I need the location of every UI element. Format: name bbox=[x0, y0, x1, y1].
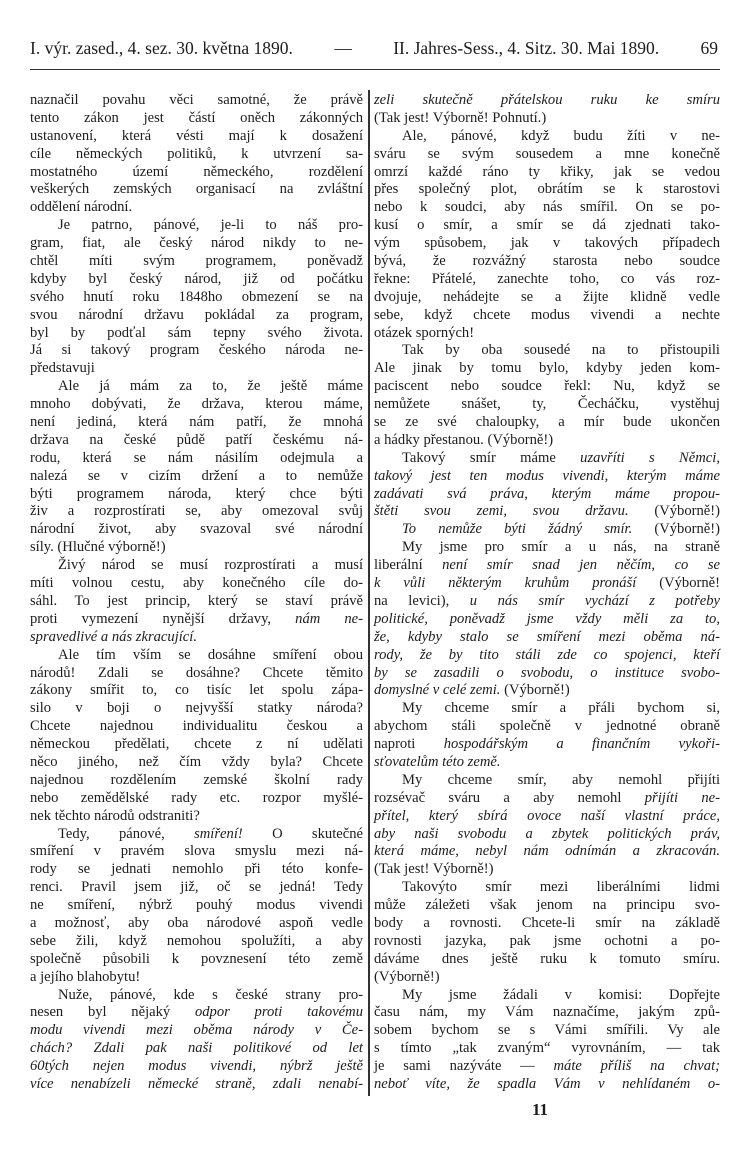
text: vým spůsobem, jak v takových případech bbox=[374, 235, 720, 252]
text: se ze své chaloupky, a mír bude ukončen bbox=[374, 414, 720, 431]
text-line bbox=[374, 164, 720, 182]
text: nek těchto národů odstraniti? bbox=[30, 807, 200, 824]
text: síly. (Hlučné výborně!) bbox=[30, 539, 166, 556]
italic-text: hospodářským a finančním vykoři- bbox=[443, 736, 720, 753]
text: a možnosť, aby oba národové aspoň vedle bbox=[30, 914, 363, 931]
italic-text: smíření! bbox=[194, 825, 243, 842]
header-rule bbox=[30, 69, 720, 70]
text-line bbox=[30, 1076, 363, 1094]
text-line bbox=[30, 325, 363, 343]
text: abychom stáli společně v jednotné obraně bbox=[374, 718, 720, 735]
text: Ale já mám za to, že ještě máme bbox=[58, 378, 363, 395]
text-line bbox=[374, 915, 720, 933]
text-line bbox=[30, 503, 363, 521]
text: Ale jinak by tomu bylo, kdyby jeden kom- bbox=[374, 360, 720, 377]
text-line bbox=[374, 199, 720, 217]
text: společně působili k povznesení této země bbox=[30, 950, 363, 967]
text-line bbox=[374, 503, 720, 521]
text-line bbox=[374, 843, 720, 861]
italic-text: politické, poněvadž jsme vždy měli za to, bbox=[374, 610, 720, 627]
italic-text: neboť víte, že spadla Vám v nehlídaném o- bbox=[374, 1075, 720, 1092]
text: naznačil povahu věci samotné, že právě bbox=[30, 92, 363, 108]
text-line bbox=[30, 951, 363, 969]
text-line bbox=[374, 181, 720, 199]
text-line bbox=[30, 199, 363, 217]
text: živ a rozprostírati se, aby omezoval svůj bbox=[30, 503, 363, 520]
text-line bbox=[30, 593, 363, 611]
text: míti volnou cestu, aby konečného cíle do- bbox=[30, 575, 363, 592]
text-line bbox=[374, 360, 720, 378]
text: (Tak jest! Výborně!) bbox=[374, 861, 494, 878]
text-line bbox=[30, 181, 363, 199]
text: Ale tím vším se dosáhne smíření obou bbox=[58, 646, 363, 663]
text: německou předělati, chcete z ní udělati bbox=[30, 736, 363, 753]
text: rozsévač sváru a aby nemohl bbox=[374, 789, 645, 806]
text: država na české půdě patří českému ná- bbox=[30, 431, 363, 448]
italic-text: chách? Zdali pak naši politikové od let bbox=[30, 1040, 363, 1057]
text: My chceme smír, aby nemohl přijíti bbox=[402, 771, 720, 788]
text: My chceme smír a přáli bychom si, bbox=[402, 700, 720, 717]
text: paciscent nebo soudce řekl: Nu, když se bbox=[374, 378, 720, 395]
text: nemůžete snášet, ty, Čecháčku, vystěhuj bbox=[374, 396, 720, 413]
text-line bbox=[374, 790, 720, 808]
text: smíření v pravém slova smyslu mezi ná- bbox=[30, 843, 363, 860]
text: národů! Zdali se dosáhne? Chcete těmito bbox=[30, 664, 363, 681]
italic-text: zadávati svá práva, kterým máme propou- bbox=[374, 485, 720, 502]
text-line bbox=[30, 450, 363, 468]
text-line bbox=[30, 969, 363, 987]
italic-text: rody, že by tito stáli zde co spojenci, kteří bbox=[374, 646, 720, 663]
text: najednou rozdělením zemské školní rady bbox=[30, 771, 363, 788]
italic-text: by se zasadili o svobodu, o instituce svobo- bbox=[374, 664, 720, 681]
text: býti programem národa, který chce býti bbox=[30, 485, 363, 502]
italic-text: 60tých nejen modus vivendi, nýbrž ještě bbox=[30, 1058, 363, 1075]
text: Chcete najednou individualitu českou a bbox=[30, 718, 363, 735]
text: cíle německých politiků, k utvrzení sa- bbox=[30, 145, 363, 162]
text-line bbox=[374, 1022, 720, 1040]
text: přes společný plot, obrátím se k starostovi bbox=[374, 181, 720, 198]
text: (Výborně!) bbox=[632, 521, 720, 538]
text: silo v boji o nejvyšší statky národa? bbox=[30, 700, 363, 717]
text: otázek sporných! bbox=[374, 324, 475, 341]
italic-text: u nás smír vychází z potřeby bbox=[469, 592, 720, 609]
text: nalezá se v cizím držení a to nemůže bbox=[30, 467, 363, 484]
text-line bbox=[374, 1076, 720, 1094]
text-line bbox=[374, 1040, 720, 1058]
text: chtěl míti svým programem, poněvadž bbox=[30, 253, 363, 270]
text-line bbox=[374, 146, 720, 164]
italic-text: není smír snad jen něčím, co se bbox=[442, 557, 720, 574]
italic-text: více nenabízeli německé straně, zdali nenabí- bbox=[30, 1075, 363, 1092]
text: (Výborně!) bbox=[628, 503, 720, 520]
text: veškerých zemských organisací na zvláštní bbox=[30, 181, 363, 198]
text-line bbox=[30, 933, 363, 951]
text: My jsme pro smír a u nás, na straně bbox=[402, 539, 720, 556]
text-line bbox=[374, 861, 720, 879]
text-line bbox=[374, 575, 720, 593]
text: nebo k soudci, aby nás smířil. On se po- bbox=[374, 199, 720, 216]
text: může záležeti však jenom na principu svo- bbox=[374, 897, 720, 914]
text-line bbox=[374, 879, 720, 897]
text: naproti bbox=[374, 736, 444, 753]
text-line bbox=[30, 486, 363, 504]
text-line bbox=[374, 826, 720, 844]
text-line bbox=[30, 253, 363, 271]
text-line bbox=[374, 665, 720, 683]
column-divider bbox=[368, 90, 370, 1096]
text-line bbox=[374, 342, 720, 360]
text-line bbox=[374, 593, 720, 611]
text: sebe žili, když nemohou spolužíti, a aby bbox=[30, 932, 363, 949]
text-line bbox=[30, 539, 363, 557]
text: byl by podťal sám tepny svého života. bbox=[30, 324, 363, 341]
text: sobem bychom se s Vámi smířili. Vy ale bbox=[374, 1022, 720, 1039]
text: představuji bbox=[30, 360, 95, 377]
text: (Výborně! bbox=[636, 575, 720, 592]
text: zákony smířit to, co tisíc let spolu zápa- bbox=[30, 682, 363, 699]
text-line bbox=[30, 808, 363, 826]
text-line bbox=[374, 933, 720, 951]
text: ustanovení, která vésti mají k dosažení bbox=[30, 127, 363, 144]
text: Je patrno, pánové, je-li to náš pro- bbox=[58, 217, 363, 234]
text-line bbox=[374, 128, 720, 146]
text-line bbox=[374, 1004, 720, 1022]
text-line bbox=[374, 414, 720, 432]
signature-number: 11 bbox=[532, 1100, 549, 1119]
italic-text: nám ne- bbox=[295, 610, 363, 627]
text-line bbox=[30, 611, 363, 629]
text-line bbox=[30, 843, 363, 861]
text-line bbox=[30, 396, 363, 414]
italic-text: přítel, který sbírá ovoce naší vlastní práce, bbox=[374, 807, 720, 824]
italic-text: která máme, nebyl nám odnímán a zkracován. bbox=[374, 843, 720, 860]
text-line bbox=[30, 826, 363, 844]
text: liberální bbox=[374, 557, 443, 574]
text-line bbox=[30, 629, 363, 647]
text: sváru se svým sousedem a mne konečně bbox=[374, 145, 720, 162]
text-line bbox=[30, 342, 363, 360]
text-line bbox=[30, 271, 363, 289]
text: rodu, která se nám násilím odejmula a bbox=[30, 449, 363, 466]
text: dvojuje, nehádejte se a žijte klidně vedle bbox=[374, 288, 720, 305]
text: svého hnutí roku 1848ho obmezení se na bbox=[30, 288, 363, 305]
text-line bbox=[374, 629, 720, 647]
italic-text: k vůli některým kruhům pronáší bbox=[374, 575, 637, 592]
text: a hádky přestanou. (Výborně!) bbox=[374, 431, 554, 448]
text-line bbox=[30, 360, 363, 378]
text-line bbox=[374, 450, 720, 468]
text: něco jiného, než čím vždy byla? Chcete bbox=[30, 753, 363, 770]
text: mnoho dobývati, že država, kterou máme, bbox=[30, 396, 363, 413]
text: rovnosti jazyka, pak jsme ochotni a po- bbox=[374, 932, 720, 949]
text: My jsme žádali v komisi: Dopřejte bbox=[402, 986, 720, 1003]
italic-text: sťovatelům této země. bbox=[374, 753, 501, 770]
text: dáváme dnes ještě ruku k tomuto smíru. bbox=[374, 950, 720, 967]
text-line bbox=[374, 808, 720, 826]
text-line bbox=[30, 1040, 363, 1058]
text-line bbox=[30, 557, 363, 575]
text-line bbox=[30, 468, 363, 486]
text-line bbox=[374, 110, 720, 128]
text: a jejího blahobytu! bbox=[30, 968, 141, 985]
italic-text: že, kdyby stalo se smíření mezi oběma ná- bbox=[374, 628, 720, 645]
right-column bbox=[374, 92, 720, 1094]
text-line bbox=[30, 378, 363, 396]
text: kdyby byl český národ, již od počátku bbox=[30, 270, 363, 287]
text: svou národní državu pokládal za program, bbox=[30, 306, 363, 323]
text-line bbox=[30, 754, 363, 772]
text: tento zákon jest částí oněch zákonných bbox=[30, 109, 363, 126]
text-line bbox=[374, 235, 720, 253]
text: národní život, aby svazoval své národní bbox=[30, 521, 363, 538]
text: řekne: Přátelé, zanechte toho, co vás roz- bbox=[374, 270, 720, 287]
text: Já si takový program českého národa ne- bbox=[30, 342, 363, 359]
text: Nuže, pánové, kde s české strany pro- bbox=[58, 986, 363, 1003]
text: Takovýto smír mezi liberálními lidmi bbox=[402, 879, 720, 896]
text-line bbox=[30, 700, 363, 718]
text-line bbox=[30, 217, 363, 235]
italic-text: máte příliš na chvat; bbox=[553, 1058, 720, 1075]
text: rody se jednati nemohlo při této konfe- bbox=[30, 861, 363, 878]
text-line bbox=[30, 647, 363, 665]
text: gram, fiat, ale český národ nikdy to ne- bbox=[30, 235, 363, 252]
text-line bbox=[374, 951, 720, 969]
text-line bbox=[30, 682, 363, 700]
text-line bbox=[374, 92, 720, 110]
text-line bbox=[30, 289, 363, 307]
text: renci. Pravil jsem již, oč se jedná! Tedy bbox=[30, 879, 363, 896]
text-line bbox=[374, 468, 720, 486]
text: Takový smír máme bbox=[402, 449, 581, 466]
italic-text: aby naši svobodu a zbytek politických práv, bbox=[374, 825, 720, 842]
text-line bbox=[30, 575, 363, 593]
text: proti vymezení nynější državy, bbox=[30, 610, 296, 627]
text-line bbox=[374, 557, 720, 575]
text-line bbox=[30, 432, 363, 450]
text-line bbox=[30, 235, 363, 253]
text-line bbox=[30, 861, 363, 879]
text: (Tak jest! Výborně! Pohnutí.) bbox=[374, 109, 547, 126]
text-line bbox=[374, 647, 720, 665]
text-line bbox=[374, 271, 720, 289]
text-line bbox=[30, 307, 363, 325]
text: sebe, když chcete modus vivendi a nechte bbox=[374, 306, 720, 323]
text-line bbox=[374, 718, 720, 736]
text: s tímto „tak zvaným“ vyrovnáním, — tak bbox=[374, 1040, 720, 1057]
italic-text: modu vivendi mezi oběma národy v Če- bbox=[30, 1022, 363, 1039]
text-line bbox=[30, 987, 363, 1005]
header-czech: I. výr. zased., 4. sez. 30. května 1890. bbox=[30, 37, 293, 58]
text-line bbox=[374, 682, 720, 700]
text-line bbox=[374, 897, 720, 915]
text-line bbox=[30, 92, 363, 110]
text-line bbox=[30, 897, 363, 915]
italic-text: štěti svou zemi, svou državu. bbox=[374, 503, 629, 520]
italic-text: To nemůže býti žádný smír. bbox=[402, 521, 633, 538]
text: Ale, pánové, když budu žíti v ne- bbox=[402, 127, 720, 144]
text: ne smíření, nýbrž pouhý modus vivendi bbox=[30, 897, 363, 914]
text-line bbox=[374, 253, 720, 271]
text-line bbox=[30, 718, 363, 736]
text-line bbox=[374, 611, 720, 629]
text-line bbox=[374, 432, 720, 450]
text-line bbox=[374, 307, 720, 325]
text-line bbox=[374, 969, 720, 987]
text-line bbox=[374, 486, 720, 504]
text: (Výborně!) bbox=[374, 968, 440, 985]
italic-text: takový jest ten modus vivendi, kterým máme bbox=[374, 467, 720, 484]
text: omrzí každé ráno ty křiky, jak se vedou bbox=[374, 163, 720, 180]
text-line bbox=[374, 217, 720, 235]
left-column bbox=[30, 92, 363, 1094]
text: Tak by oba sousedé na to přistoupili bbox=[402, 342, 720, 359]
text-line bbox=[30, 915, 363, 933]
text: (Výborně!) bbox=[500, 682, 570, 699]
text-line bbox=[374, 378, 720, 396]
text: oddělení národní. bbox=[30, 199, 133, 216]
text-line bbox=[374, 396, 720, 414]
text-line bbox=[30, 790, 363, 808]
text-line bbox=[374, 700, 720, 718]
text: je sami nazýváte — bbox=[374, 1058, 554, 1075]
text-line bbox=[374, 772, 720, 790]
italic-text: zeli skutečně přátelskou ruku ke smíru bbox=[374, 92, 720, 108]
running-header bbox=[30, 36, 718, 60]
italic-text: domyslné v celé zemi. bbox=[374, 682, 501, 699]
text-line bbox=[374, 1058, 720, 1076]
text-line bbox=[30, 1004, 363, 1022]
italic-text: přijíti ne- bbox=[644, 789, 720, 806]
text-line bbox=[374, 987, 720, 1005]
italic-text: spravedlivé a nás zkracující. bbox=[30, 628, 197, 645]
text-line bbox=[30, 772, 363, 790]
text-line bbox=[374, 325, 720, 343]
text: Živý národ se musí rozprostírati a musí bbox=[58, 557, 363, 574]
text-line bbox=[30, 1022, 363, 1040]
text-line bbox=[30, 879, 363, 897]
text: nebo zemědělské rady etc. rozpor myšlé- bbox=[30, 789, 363, 806]
text-line bbox=[30, 521, 363, 539]
text: O skutečné bbox=[242, 825, 363, 842]
text-line bbox=[30, 128, 363, 146]
text-line bbox=[30, 736, 363, 754]
text: nesen byl nějaký bbox=[30, 1004, 195, 1021]
text-line bbox=[30, 665, 363, 683]
text: body a rovnosti. Chcete-li smír na základě bbox=[374, 914, 720, 931]
text: na levici), bbox=[374, 592, 470, 609]
text: mostatného území německého, rozdělení bbox=[30, 163, 363, 180]
text: není jediná, která nám patří, že mnohá bbox=[30, 414, 363, 431]
text: bývá, že rozvážný starosta nebo soudce bbox=[374, 253, 720, 270]
header-dash: — bbox=[334, 37, 352, 58]
text: času nám, my Vám naznačíme, jakým způ- bbox=[374, 1004, 720, 1021]
text-line bbox=[374, 521, 720, 539]
italic-text: odpor proti takovému bbox=[194, 1004, 363, 1021]
text-line bbox=[30, 146, 363, 164]
italic-text: uzavříti s Němci, bbox=[580, 449, 720, 466]
text-line bbox=[30, 414, 363, 432]
text-line bbox=[30, 1058, 363, 1076]
text: sáhl. To jest princip, který se staví právě bbox=[30, 592, 363, 609]
text-line bbox=[374, 289, 720, 307]
text: kusí o smír, a smír se dá zjednati tako- bbox=[374, 217, 720, 234]
text-line bbox=[374, 754, 720, 772]
text-line bbox=[30, 164, 363, 182]
page-number: 69 bbox=[700, 37, 718, 58]
header-german: II. Jahres-Sess., 4. Sitz. 30. Mai 1890. bbox=[393, 37, 660, 58]
text-line bbox=[374, 539, 720, 557]
text-line bbox=[30, 110, 363, 128]
text-line bbox=[374, 736, 720, 754]
text: Tedy, pánové, bbox=[58, 825, 195, 842]
